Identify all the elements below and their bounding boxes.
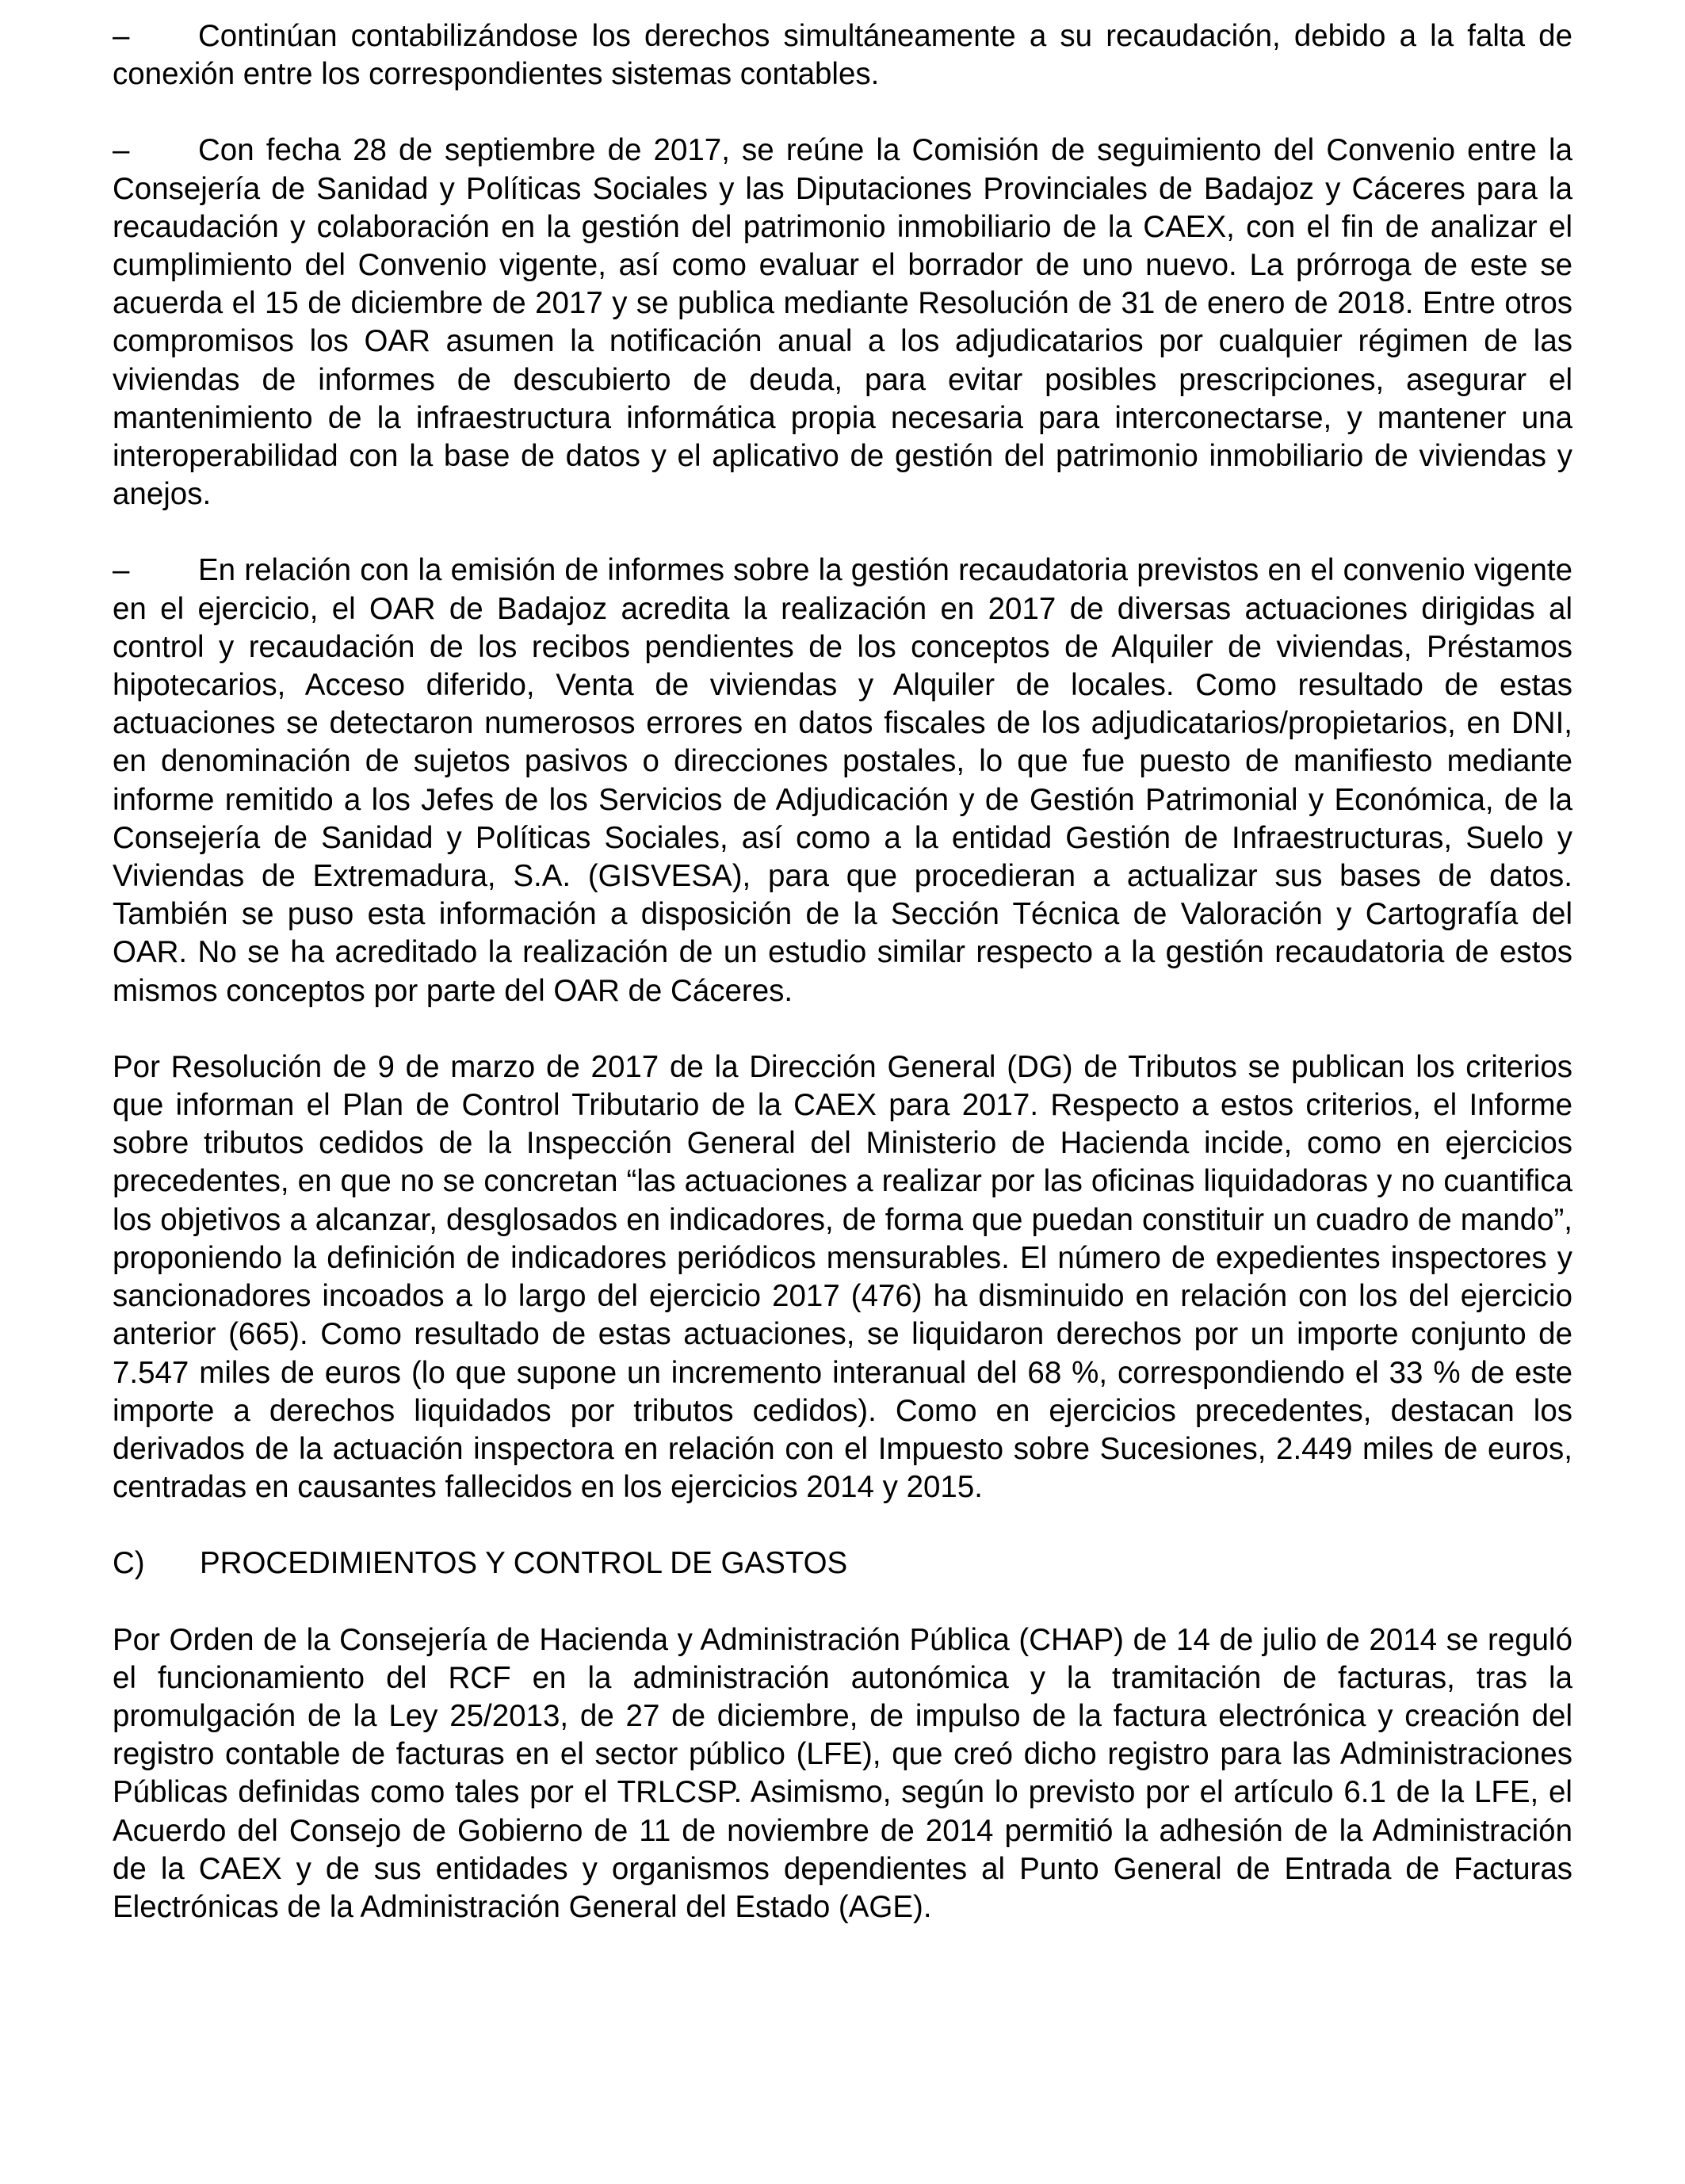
bullet-paragraph-accounting: [113, 17, 1572, 94]
section-heading: [113, 1544, 1572, 1583]
section-number: C): [113, 1546, 145, 1581]
bullet-paragraph-reports: [113, 552, 1572, 1010]
bullet-dash: –: [113, 133, 130, 168]
bullet-dash: –: [113, 19, 130, 53]
paragraph-text: En relación con la emisión de informes sobre la gestión recaudatoria previstos en el convenio vigente en el ejercicio, el OAR de Badajoz acredita la realización en 2017 de diversas actuaciones dirigidas al control y recaudación de los recibos pendientes de los conceptos de Alquiler de viviendas, Préstamos hipotecarios, Acceso diferido, Venta de viviendas y Alquiler de locales. Como resultado de estas actuaciones se detectaron numerosos errores en datos fiscales de los adjudicatarios/propietarios, en DNI, en denominación de sujetos pasivos o direcciones postales, lo que fue puesto de manifiesto mediante informe remitido a los Jefes de los Servicios de Adjudicación y de Gestión Patrimonial y Económica, de la Consejería de Sanidad y Políticas Sociales, así como a la entidad Gestión de Infraestructuras, Suelo y Viviendas de Extremadura, S.A. (GISVESA), para que procedieran a actualizar sus bases de datos. También se puso esta información a disposición de la Sección Técnica de Valoración y Cartografía del OAR. No se ha acreditado la realización de un estudio similar respecto a la gestión recaudatoria de estos mismos conceptos por parte del OAR de Cáceres.: [113, 553, 1572, 1008]
paragraph-tax-control: Por Resolución de 9 de marzo de 2017 de la Dirección General (DG) de Tributos se publican los criterios que informan el Plan de Control Tributario de la CAEX para 2017. Respecto a estos criterios, el Informe sobre tributos cedidos de la Inspección General del Ministerio de Hacienda incide, como en ejercicios precedentes, en que no se concretan “las actuaciones a realizar por las oficinas liquidadoras y no cuantifica los objetivos a alcanzar, desglosados en indicadores, de forma que puedan constituir un cuadro de mando”, proponiendo la definición de indicadores periódicos mensurables. El número de expedientes inspectores y sancionadores incoados a lo largo del ejercicio 2017 (476) ha disminuido en relación con los del ejercicio anterior (665). Como resultado de estas actuaciones, se liquidaron derechos por un importe conjunto de 7.547 miles de euros (lo que supone un incremento interanual del 68 %, correspondiendo el 33 % de este importe a derechos liquidados por tributos cedidos). Como en ejercicios precedentes, destacan los derivados de la actuación inspectora en relación con el Impuesto sobre Sucesiones, 2.449 miles de euros, centradas en causantes fallecidos en los ejercicios 2014 y 2015.: [113, 1049, 1572, 1505]
document-page: [113, 17, 1572, 1964]
section-title: PROCEDIMIENTOS Y CONTROL DE GASTOS: [200, 1546, 848, 1581]
bullet-dash: –: [113, 553, 130, 588]
bullet-paragraph-commission: [113, 132, 1572, 514]
paragraph-text: Con fecha 28 de septiembre de 2017, se reúne la Comisión de seguimiento del Convenio entre la Consejería de Sanidad y Políticas Sociales y las Diputaciones Provinciales de Badajoz y Cáceres para la recaudación y colaboración en la gestión del patrimonio inmobiliario de la CAEX, con el fin de analizar el cumplimiento del Convenio vigente, así como evaluar el borrador de uno nuevo. La prórroga de este se acuerda el 15 de diciembre de 2017 y se publica mediante Resolución de 31 de enero de 2018. Entre otros compromisos los OAR asumen la notificación anual a los adjudicatarios por cualquier régimen de las viviendas de informes de descubierto de deuda, para evitar posibles prescripciones, asegurar el mantenimiento de la infraestructura informática propia necesaria para interconectarse, y mantener una interoperabilidad con la base de datos y el aplicativo de gestión del patrimonio inmobiliario de viviendas y anejos.: [113, 133, 1572, 512]
paragraph-invoices: Por Orden de la Consejería de Hacienda y Administración Pública (CHAP) de 14 de julio de 2014 se reguló el funcionamiento del RCF en la administración autonómica y la tramitación de facturas, tras la promulgación de la Ley 25/2013, de 27 de diciembre, de impulso de la factura electrónica y creación del registro contable de facturas en el sector público (LFE), que creó dicho registro para las Administraciones Públicas definidas como tales por el TRLCSP. Asimismo, según lo previsto por el artículo 6.1 de la LFE, el Acuerdo del Consejo de Gobierno de 11 de noviembre de 2014 permitió la adhesión de la Administración de la CAEX y de sus entidades y organismos dependientes al Punto General de Entrada de Facturas Electrónicas de la Administración General del Estado (AGE).: [113, 1622, 1572, 1924]
paragraph-text: Continúan contabilizándose los derechos simultáneamente a su recaudación, debido a la falta de conexión entre los correspondientes sistemas contables.: [113, 19, 1572, 92]
